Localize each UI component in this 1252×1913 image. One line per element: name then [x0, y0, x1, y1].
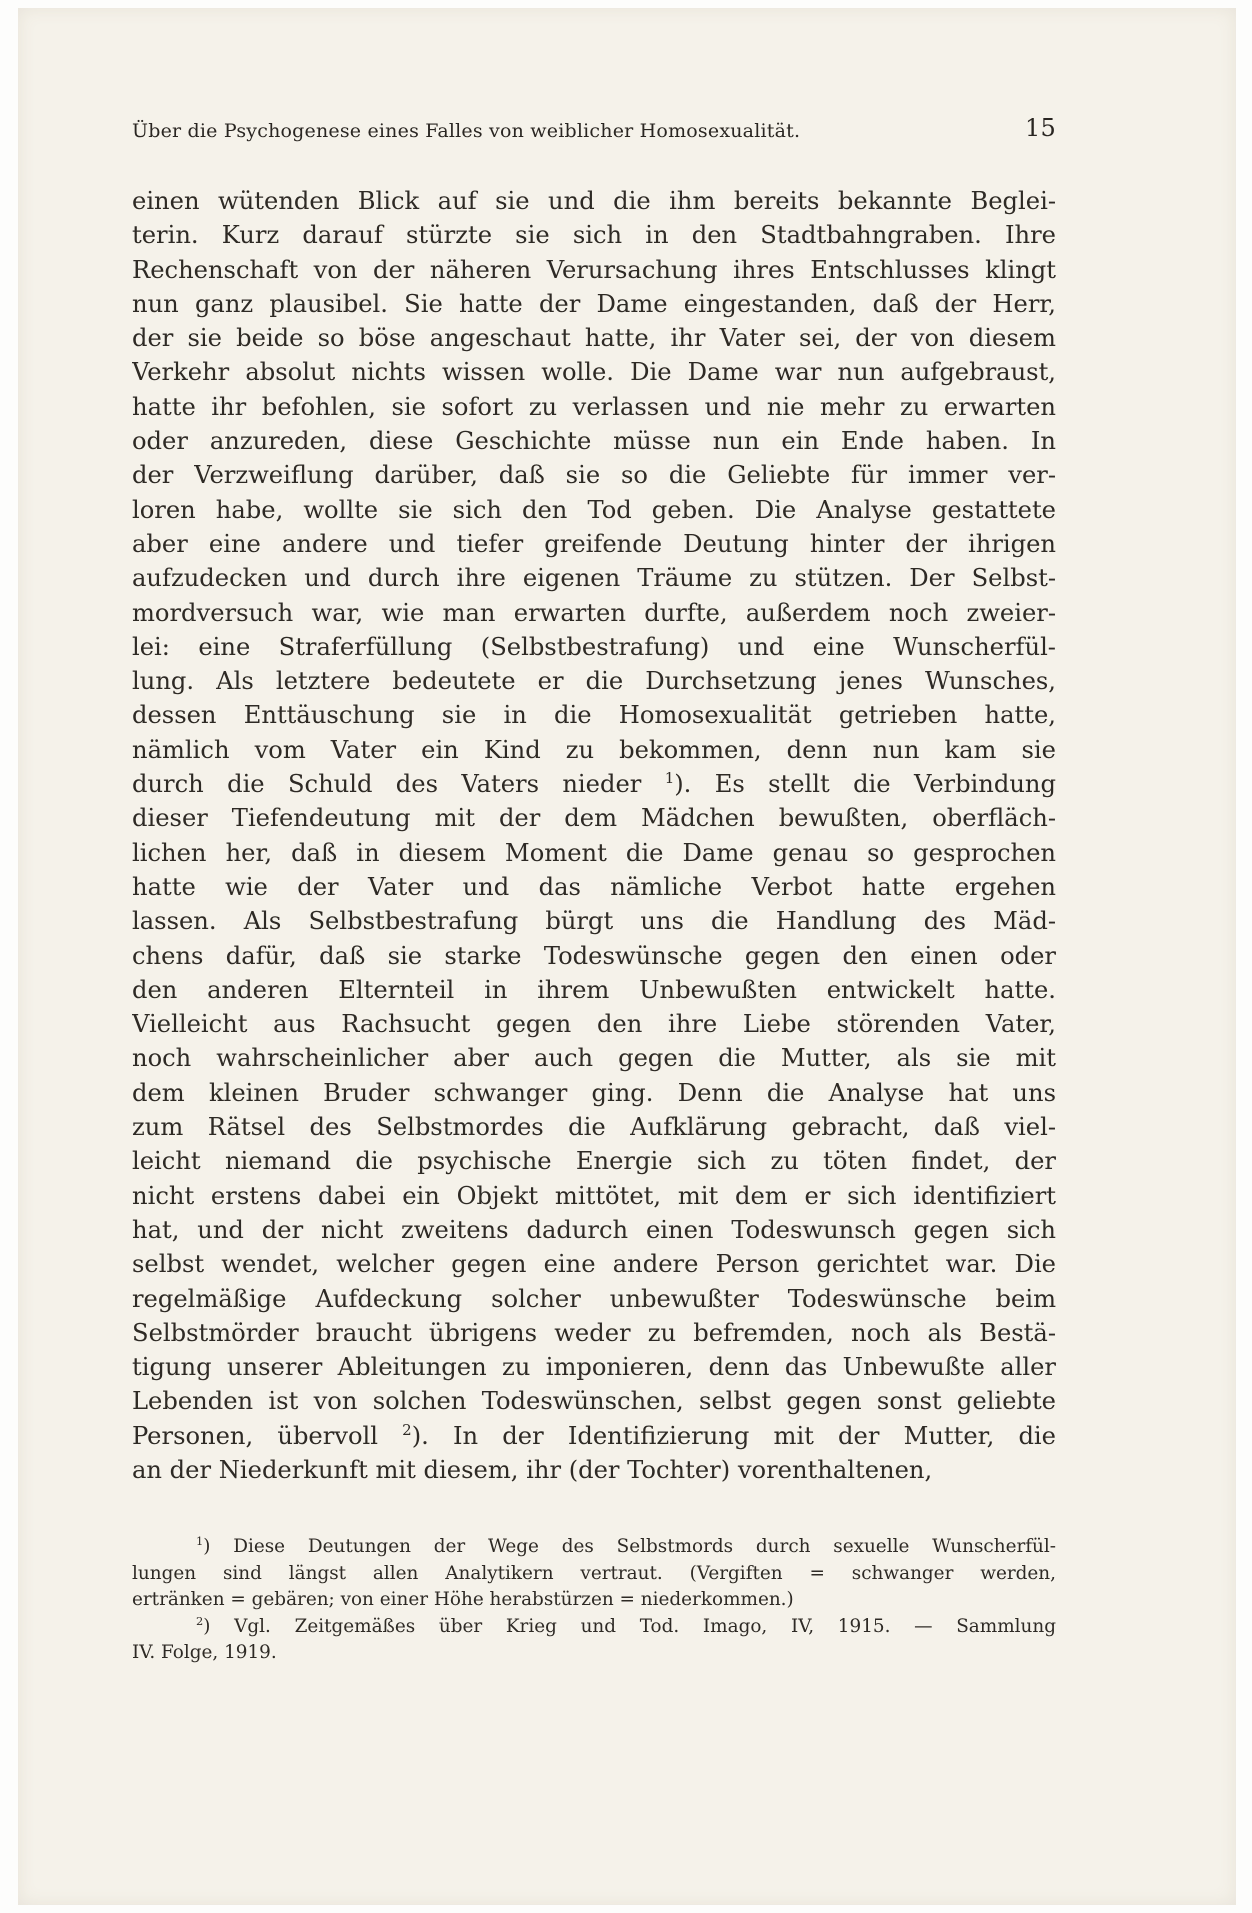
text-line: Verkehr absolut nichts wissen wolle. Die Dame war nun aufgebraust,	[132, 358, 1056, 387]
footnote-1-line	[132, 1534, 1056, 1561]
text-line: chens dafür, daß sie starke Todeswünsche gegen den einen oder	[132, 941, 1056, 970]
text-line: hat, und der nicht zweitens dadurch einen Todeswunsch gegen sich	[132, 1215, 1056, 1244]
page-number: 15	[1025, 114, 1056, 142]
text-segment: durch die Schuld des Vaters nieder	[132, 770, 642, 799]
text-line: der sie beide so böse angeschaut hatte, ihr Vater sei, der von diesem	[132, 324, 1056, 353]
text-line: an der Niederkunft mit diesem, ihr (der Tochter) vorenthaltenen,	[132, 1455, 933, 1484]
text-line: aber eine andere und tiefer greifende Deutung hinter der ihrigen	[132, 529, 1056, 558]
text-line: nun ganz plausibel. Sie hatte der Dame eingestanden, daß der Herr,	[132, 289, 1056, 318]
book-page	[18, 8, 1236, 1905]
text-line: dieser Tiefendeutung mit der dem Mädchen bewußten, oberfläch-	[132, 804, 1056, 833]
text-line: nicht erstens dabei ein Objekt mittötet, mit dem er sich identifiziert	[132, 1181, 1056, 1210]
footnote-2-line: IV. Folge, 1919.	[132, 1642, 277, 1663]
footnote-ref-2[interactable]: 2	[402, 1420, 412, 1439]
text-line: lei: eine Straferfüllung (Selbstbestrafung) und eine Wunscherfül-	[132, 632, 1056, 661]
text-line: selbst wendet, welcher gegen eine andere Person gerichtet war. Die	[132, 1250, 1056, 1279]
footnote-1-mark: 1	[196, 1534, 204, 1548]
footnote-1-line: ertränken = gebären; von einer Höhe herabstürzen = niederkommen.)	[132, 1589, 794, 1610]
text-line: den anderen Elternteil in ihrem Unbewußten entwickelt hatte.	[132, 975, 1056, 1004]
footnote-1-line: lungen sind längst allen Analytikern vertraut. (Vergiften = schwanger werden,	[132, 1562, 1056, 1584]
text-line: lichen her, daß in diesem Moment die Dame genau so gesprochen	[132, 838, 1056, 867]
text-line: hatte wie der Vater und das nämliche Verbot hatte ergehen	[132, 872, 1056, 901]
footnote-2-mark: 2	[196, 1613, 204, 1628]
text-line: einen wütenden Blick auf sie und die ihm bereits bekannte Beglei-	[132, 187, 1056, 215]
text-line: lassen. Als Selbstbestrafung bürgt uns die Handlung des Mäd-	[132, 907, 1056, 936]
text-line: zum Rätsel des Selbstmordes die Aufklärung gebracht, daß viel-	[132, 1113, 1056, 1142]
text-line: loren habe, wollte sie sich den Tod geben. Die Analyse gestattete	[132, 495, 1056, 524]
text-line: noch wahrscheinlicher aber auch gegen die Mutter, als sie mit	[132, 1044, 1056, 1073]
text-line: Rechenschaft von der näheren Verursachung ihres Entschlusses klingt	[132, 255, 1056, 284]
text-line: Lebenden ist von solchen Todeswünschen, selbst gegen sonst geliebte	[132, 1387, 1056, 1416]
running-head	[132, 114, 1056, 150]
footnote-text: ) Vgl. Zeitgemäßes über Krieg und Tod. Imago, IV, 1915. — Sammlung	[203, 1615, 1056, 1637]
text-segment: ). In der Identifizierung mit der Mutter, die	[411, 1421, 1056, 1450]
text-line: dem kleinen Bruder schwanger ging. Denn die Analyse hat uns	[132, 1078, 1056, 1107]
footnote-text: ) Diese Deutungen der Wege des Selbstmords durch sexuelle Wunscherfül-	[203, 1536, 1056, 1557]
text-line-with-footnote-ref	[132, 1419, 1056, 1453]
text-line: aufzudecken und durch ihre eigenen Träume zu stützen. Der Selbst-	[132, 564, 1056, 593]
text-segment: ). Es stellt die Verbindung	[674, 770, 1056, 799]
footnote-ref-1[interactable]: 1	[664, 768, 675, 787]
text-line: leicht niemand die psychische Energie sich zu töten findet, der	[132, 1147, 1056, 1176]
text-line: regelmäßige Aufdeckung solcher unbewußter Todeswünsche beim	[132, 1284, 1056, 1313]
text-line: lung. Als letztere bedeutete er die Durchsetzung jenes Wunsches,	[132, 667, 1056, 696]
text-line: Selbstmörder braucht übrigens weder zu befremden, noch als Bestä-	[132, 1318, 1056, 1347]
text-line: hatte ihr befohlen, sie sofort zu verlassen und nie mehr zu erwarten	[132, 392, 1056, 421]
text-line: mordversuch war, wie man erwarten durfte, außerdem noch zweier-	[132, 598, 1056, 627]
text-line: nämlich vom Vater ein Kind zu bekommen, denn nun kam sie	[132, 735, 1056, 764]
body-text	[132, 184, 1056, 1487]
text-line: Vielleicht aus Rachsucht gegen den ihre Liebe störenden Vater,	[132, 1010, 1056, 1039]
footnote-2-line	[132, 1614, 1056, 1641]
text-line: terin. Kurz darauf stürzte sie sich in den Stadtbahngraben. Ihre	[132, 221, 1056, 250]
text-line-with-footnote-ref	[132, 767, 1056, 801]
text-line: tigung unserer Ableitungen zu imponieren, denn das Unbewußte aller	[132, 1353, 1056, 1382]
running-head-title: Über die Psychogenese eines Falles von weiblicher Homosexualität.	[132, 120, 801, 142]
text-line: dessen Enttäuschung sie in die Homosexualität getrieben hatte,	[132, 701, 1056, 730]
text-line: oder anzureden, diese Geschichte müsse nun ein Ende haben. In	[132, 427, 1056, 456]
text-line: der Verzweiflung darüber, daß sie so die Geliebte für immer ver-	[132, 461, 1056, 490]
text-segment: Personen, übervoll	[132, 1421, 378, 1450]
footnotes	[132, 1534, 1056, 1667]
